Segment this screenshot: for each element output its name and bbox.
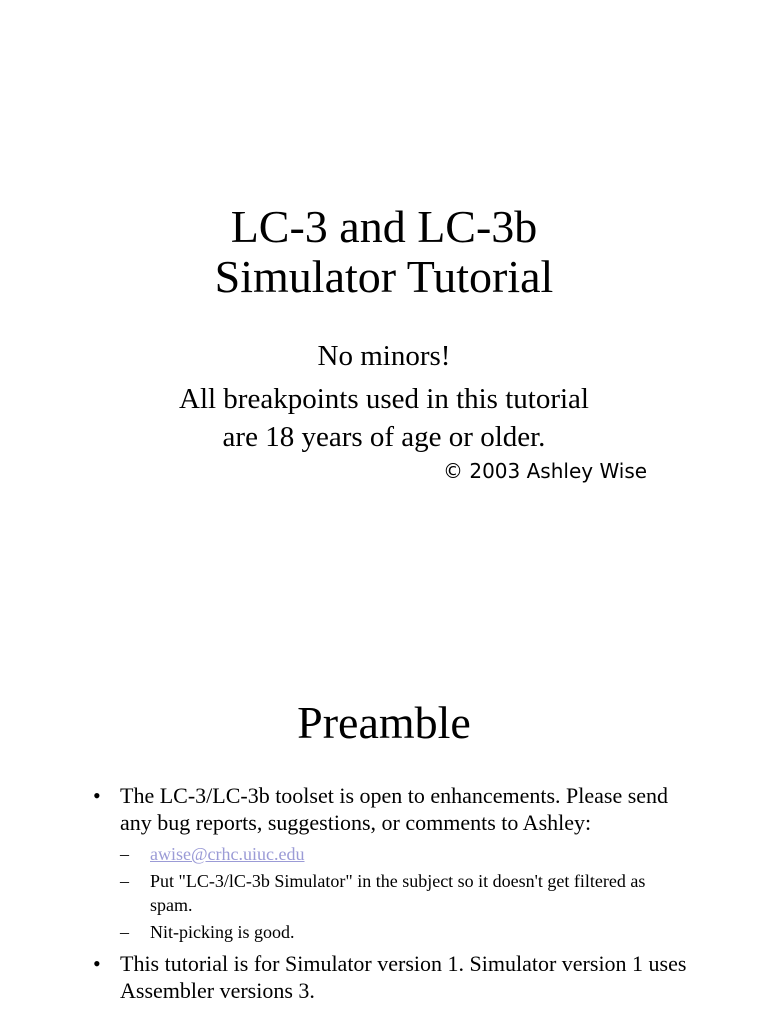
slide-title — [0, 202, 768, 302]
dash-marker: – — [120, 844, 129, 864]
subtitle: No minors! — [317, 340, 451, 372]
sub-bullet-text: Nit-picking is good. — [150, 922, 295, 942]
notice-line-2: are 18 years of age or older. — [222, 421, 546, 453]
copyright-notice: © 2003 Ashley Wise — [443, 459, 648, 483]
title-line-2: Simulator Tutorial — [214, 251, 554, 302]
bullet-item — [93, 782, 690, 944]
notice-text — [0, 380, 768, 456]
sub-bullet-list — [120, 842, 690, 944]
sub-bullet-text: Put "LC-3/lC-3b Simulator" in the subject so it doesn't get filtered as spam. — [150, 871, 646, 915]
notice-line-1: All breakpoints used in this tutorial — [179, 383, 589, 415]
bullet-item — [93, 950, 690, 1004]
sub-bullet-item — [120, 869, 690, 917]
sub-bullet-item — [120, 842, 690, 866]
email-link[interactable]: awise@crhc.uiuc.edu — [150, 844, 305, 864]
bullet-text: This tutorial is for Simulator version 1. Simulator version 1 uses Assembler versions 3. — [120, 951, 687, 1003]
preamble-title: Preamble — [297, 697, 471, 748]
bullet-list — [0, 782, 768, 1004]
bullet-marker: • — [93, 951, 101, 976]
dash-marker: – — [120, 922, 129, 942]
preamble-slide — [0, 512, 768, 1024]
bullet-marker: • — [93, 783, 101, 808]
bullet-text: The LC-3/LC-3b toolset is open to enhancements. Please send any bug reports, suggestions, or comments to Ashley: — [120, 783, 669, 835]
title-line-1: LC-3 and LC-3b — [230, 201, 538, 252]
sub-bullet-item — [120, 920, 690, 944]
dash-marker: – — [120, 871, 129, 891]
